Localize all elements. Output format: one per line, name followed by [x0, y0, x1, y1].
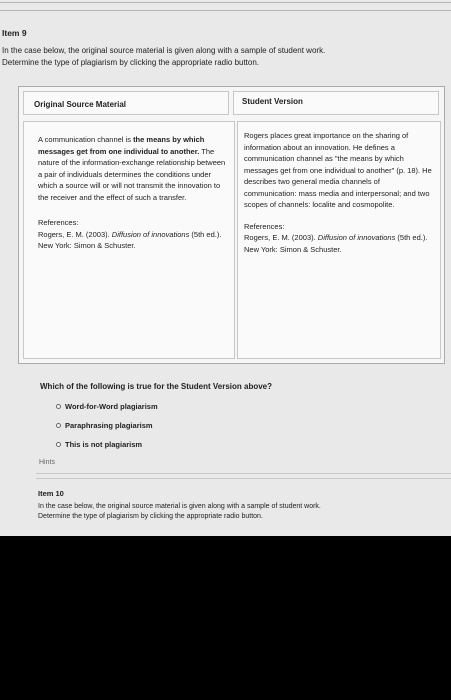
- original-text-part: A communication channel is: [38, 135, 134, 144]
- item-10-instructions-line-2: Determine the type of plagiarism by clicking the appropriate radio button.: [38, 512, 263, 520]
- reference-publisher: (5th ed.). New York: Simon & Schuster.: [38, 229, 222, 250]
- original-text-part-2: The nature of the information-exchange relationship between a pair of individuals determines the conditions under which a source will or will not transmit the innovation to the receiver and the effect of such a transfer.: [38, 146, 226, 202]
- reference-authors: Rogers, E. M. (2003).: [38, 229, 112, 239]
- option-label: Paraphrasing plagiarism: [65, 421, 153, 430]
- comparison-table: [18, 86, 445, 364]
- reference-entry: [38, 229, 226, 252]
- student-references: [244, 221, 434, 256]
- reference-title: Diffusion of innovations: [317, 233, 396, 242]
- student-version-text: Rogers places great importance on the sharing of information about an innovation. He defines a communication channel as "the means by which messages get from one individual to another" (p. 18). He describes two general media channels of communication: mass media and interpersonal; and two scopes of channels: localite and cosmopolite.: [244, 131, 432, 209]
- original-text-bold: the means by which messages get from one individual to another.: [38, 135, 205, 156]
- reference-authors: Rogers, E. M. (2003).: [244, 233, 318, 242]
- reference-publisher: (5th ed.). New York: Simon & Schuster.: [244, 233, 428, 254]
- option-paraphrasing[interactable]: [56, 421, 153, 430]
- reference-title: Diffusion of innovations: [111, 229, 190, 239]
- radio-button[interactable]: [56, 423, 61, 428]
- original-references: [38, 217, 226, 252]
- header-original-source: Original Source Material: [23, 91, 229, 115]
- option-label: Word-for-Word plagiarism: [65, 402, 158, 411]
- original-source-cell: [23, 121, 235, 359]
- top-divider: [0, 2, 451, 3]
- reference-entry: [244, 232, 434, 255]
- question-text: Which of the following is true for the Student Version above?: [40, 382, 273, 391]
- references-label: References:: [38, 218, 79, 227]
- section-divider: [36, 473, 451, 474]
- hints-link[interactable]: Hints: [39, 459, 55, 466]
- item-10-instructions-line-1: In the case below, the original source material is given along with a sample of student work.: [38, 503, 321, 510]
- header-student-version: Student Version: [233, 91, 439, 115]
- option-word-for-word[interactable]: [56, 402, 158, 411]
- item-9-instructions-line-2: Determine the type of plagiarism by clicking the appropriate radio button.: [2, 58, 260, 67]
- section-divider-2: [36, 478, 451, 479]
- option-not-plagiarism[interactable]: [56, 440, 142, 449]
- radio-button[interactable]: [56, 442, 61, 447]
- option-label: This is not plagiarism: [65, 440, 143, 449]
- item-10-instructions: [38, 502, 438, 521]
- item-9-title: Item 9: [2, 28, 27, 38]
- radio-button[interactable]: [56, 404, 61, 409]
- student-version-cell: [237, 121, 441, 359]
- item-9-instructions: [2, 45, 442, 69]
- top-divider-2: [0, 10, 451, 11]
- item-10-title: Item 10: [38, 489, 64, 498]
- references-label: References:: [244, 221, 285, 231]
- item-9-instructions-line-1: In the case below, the original source material is given along with a sample of student work.: [2, 46, 326, 55]
- original-source-text: [38, 134, 226, 203]
